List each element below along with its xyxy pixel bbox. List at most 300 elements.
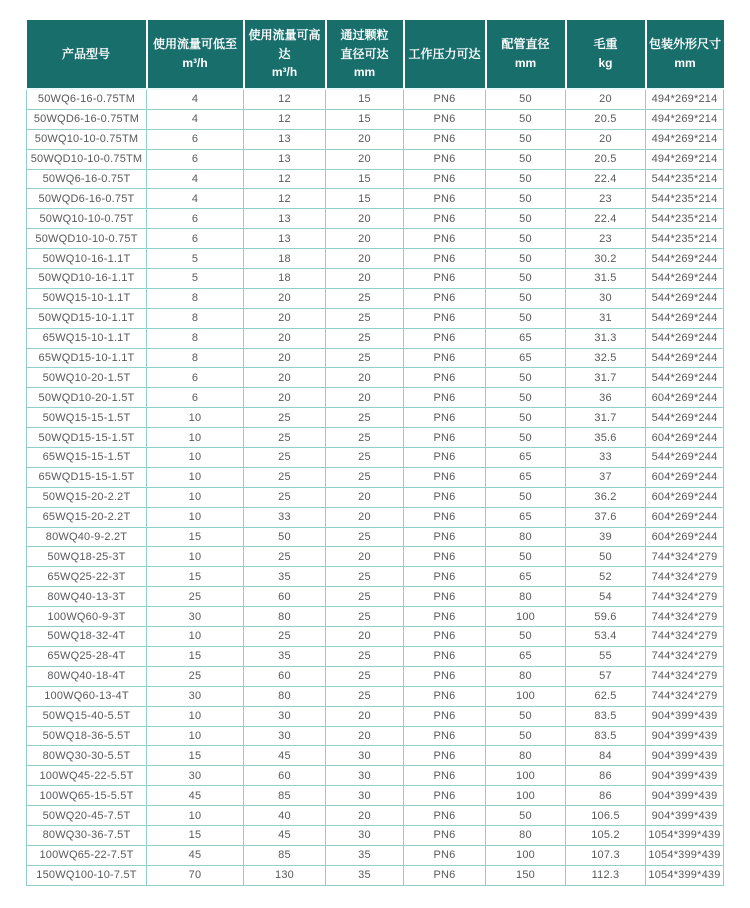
table-cell-work_pressure: PN6 [404, 249, 486, 269]
table-cell-gross_weight: 33 [566, 448, 646, 468]
table-cell-flow_max: 25 [244, 428, 326, 448]
table-cell-flow_min: 25 [147, 587, 244, 607]
table-cell-model: 65WQD15-15-1.5T [27, 467, 147, 487]
table-cell-model: 50WQD15-15-1.5T [27, 428, 147, 448]
table-cell-flow_max: 12 [244, 189, 326, 209]
table-row [27, 746, 724, 766]
table-cell-pipe_dia: 80 [486, 825, 566, 845]
table-cell-model: 65WQD15-10-1.1T [27, 348, 147, 368]
table-cell-work_pressure: PN6 [404, 269, 486, 289]
table-row [27, 209, 724, 229]
table-cell-flow_max: 30 [244, 726, 326, 746]
table-cell-work_pressure: PN6 [404, 368, 486, 388]
table-cell-pipe_dia: 65 [486, 467, 566, 487]
table-cell-pipe_dia: 50 [486, 209, 566, 229]
table-cell-flow_max: 60 [244, 666, 326, 686]
table-row [27, 388, 724, 408]
table-cell-flow_min: 10 [147, 507, 244, 527]
table-cell-gross_weight: 20 [566, 129, 646, 149]
table-cell-gross_weight: 106.5 [566, 806, 646, 826]
table-cell-flow_max: 35 [244, 646, 326, 666]
table-cell-package_size: 494*269*214 [646, 129, 724, 149]
table-row [27, 149, 724, 169]
table-cell-work_pressure: PN6 [404, 467, 486, 487]
table-cell-gross_weight: 22.4 [566, 209, 646, 229]
column-header-line: 配管直径 [501, 37, 550, 52]
table-cell-particle_dia: 20 [326, 149, 404, 169]
table-cell-package_size: 544*235*214 [646, 209, 724, 229]
table-cell-model: 50WQD15-10-1.1T [27, 308, 147, 328]
table-cell-work_pressure: PN6 [404, 189, 486, 209]
table-cell-flow_max: 20 [244, 288, 326, 308]
table-cell-package_size: 544*269*244 [646, 249, 724, 269]
table-row [27, 189, 724, 209]
table-cell-gross_weight: 31.3 [566, 328, 646, 348]
table-cell-flow_max: 12 [244, 169, 326, 189]
table-cell-flow_min: 10 [147, 487, 244, 507]
table-cell-flow_max: 25 [244, 627, 326, 647]
table-cell-package_size: 604*269*244 [646, 487, 724, 507]
table-row [27, 686, 724, 706]
table-cell-work_pressure: PN6 [404, 766, 486, 786]
table-cell-flow_max: 13 [244, 129, 326, 149]
table-cell-model: 80WQ30-36-7.5T [27, 825, 147, 845]
table-cell-pipe_dia: 50 [486, 249, 566, 269]
table-cell-flow_max: 18 [244, 269, 326, 289]
table-cell-package_size: 744*324*279 [646, 607, 724, 627]
table-cell-particle_dia: 25 [326, 686, 404, 706]
column-header-line: m³/h [182, 56, 208, 70]
table-cell-package_size: 544*269*244 [646, 348, 724, 368]
table-cell-model: 65WQ15-15-1.5T [27, 448, 147, 468]
table-cell-gross_weight: 86 [566, 786, 646, 806]
table-cell-flow_min: 10 [147, 627, 244, 647]
table-cell-gross_weight: 107.3 [566, 845, 646, 865]
table-cell-pipe_dia: 50 [486, 288, 566, 308]
table-cell-package_size: 544*269*244 [646, 288, 724, 308]
table-cell-particle_dia: 25 [326, 288, 404, 308]
table-cell-model: 50WQ10-10-0.75TM [27, 129, 147, 149]
table-cell-package_size: 904*399*439 [646, 726, 724, 746]
table-cell-particle_dia: 35 [326, 845, 404, 865]
table-cell-model: 50WQ6-16-0.75TM [27, 89, 147, 109]
table-cell-pipe_dia: 65 [486, 507, 566, 527]
table-cell-model: 100WQ60-9-3T [27, 607, 147, 627]
table-cell-flow_max: 60 [244, 766, 326, 786]
table-cell-flow_max: 13 [244, 229, 326, 249]
table-cell-particle_dia: 25 [326, 646, 404, 666]
table-cell-flow_max: 50 [244, 527, 326, 547]
table-cell-package_size: 604*269*244 [646, 507, 724, 527]
table-cell-work_pressure: PN6 [404, 129, 486, 149]
table-cell-work_pressure: PN6 [404, 587, 486, 607]
column-header-package_size [646, 20, 724, 89]
table-cell-work_pressure: PN6 [404, 229, 486, 249]
table-cell-package_size: 544*269*244 [646, 408, 724, 428]
table-cell-work_pressure: PN6 [404, 746, 486, 766]
table-cell-pipe_dia: 50 [486, 308, 566, 328]
table-row [27, 408, 724, 428]
column-header-line: 包装外形尺寸 [648, 37, 721, 52]
table-cell-model: 150WQ100-10-7.5T [27, 865, 147, 885]
table-cell-flow_min: 4 [147, 169, 244, 189]
table-row [27, 587, 724, 607]
table-cell-flow_min: 70 [147, 865, 244, 885]
table-cell-gross_weight: 53.4 [566, 627, 646, 647]
table-cell-pipe_dia: 65 [486, 328, 566, 348]
table-cell-flow_min: 6 [147, 368, 244, 388]
table-row [27, 448, 724, 468]
table-cell-pipe_dia: 100 [486, 845, 566, 865]
table-cell-particle_dia: 20 [326, 706, 404, 726]
column-header-line: 使用流量可高达 [248, 28, 321, 61]
column-header-line: 使用流量可低至 [152, 37, 237, 52]
column-header-flow_min [147, 20, 244, 89]
column-header-gross_weight [566, 20, 646, 89]
table-cell-work_pressure: PN6 [404, 507, 486, 527]
table-cell-flow_min: 30 [147, 686, 244, 706]
table-cell-flow_max: 25 [244, 408, 326, 428]
table-cell-package_size: 544*269*244 [646, 368, 724, 388]
table-cell-flow_max: 25 [244, 547, 326, 567]
table-cell-work_pressure: PN6 [404, 388, 486, 408]
table-cell-gross_weight: 62.5 [566, 686, 646, 706]
table-cell-pipe_dia: 80 [486, 587, 566, 607]
table-cell-pipe_dia: 50 [486, 149, 566, 169]
table-cell-flow_max: 13 [244, 209, 326, 229]
table-cell-work_pressure: PN6 [404, 527, 486, 547]
table-cell-work_pressure: PN6 [404, 666, 486, 686]
table-cell-flow_min: 15 [147, 646, 244, 666]
table-cell-pipe_dia: 80 [486, 666, 566, 686]
table-cell-particle_dia: 15 [326, 189, 404, 209]
table-cell-model: 65WQ15-10-1.1T [27, 328, 147, 348]
table-cell-work_pressure: PN6 [404, 149, 486, 169]
table-cell-package_size: 544*235*214 [646, 229, 724, 249]
table-cell-gross_weight: 35.6 [566, 428, 646, 448]
product-spec-table-wrap [26, 20, 724, 886]
table-cell-package_size: 744*324*279 [646, 587, 724, 607]
table-cell-particle_dia: 30 [326, 786, 404, 806]
table-cell-particle_dia: 15 [326, 89, 404, 109]
table-row [27, 726, 724, 746]
table-cell-pipe_dia: 100 [486, 686, 566, 706]
table-cell-particle_dia: 20 [326, 269, 404, 289]
table-cell-flow_min: 15 [147, 567, 244, 587]
table-cell-particle_dia: 20 [326, 507, 404, 527]
table-cell-pipe_dia: 100 [486, 786, 566, 806]
table-cell-particle_dia: 20 [326, 388, 404, 408]
table-row [27, 89, 724, 109]
table-cell-particle_dia: 20 [326, 368, 404, 388]
table-cell-flow_max: 45 [244, 746, 326, 766]
table-cell-particle_dia: 25 [326, 408, 404, 428]
table-cell-flow_min: 4 [147, 109, 244, 129]
table-cell-model: 50WQ18-25-3T [27, 547, 147, 567]
table-cell-flow_min: 45 [147, 845, 244, 865]
table-cell-gross_weight: 36.2 [566, 487, 646, 507]
table-cell-model: 50WQ15-20-2.2T [27, 487, 147, 507]
table-row [27, 865, 724, 885]
table-row [27, 666, 724, 686]
table-cell-particle_dia: 20 [326, 229, 404, 249]
table-row [27, 487, 724, 507]
table-cell-flow_max: 45 [244, 825, 326, 845]
table-cell-pipe_dia: 65 [486, 567, 566, 587]
table-cell-pipe_dia: 50 [486, 388, 566, 408]
table-cell-flow_min: 6 [147, 229, 244, 249]
table-row [27, 627, 724, 647]
table-cell-work_pressure: PN6 [404, 169, 486, 189]
table-cell-flow_max: 30 [244, 706, 326, 726]
table-cell-particle_dia: 20 [326, 627, 404, 647]
column-header-particle_dia [326, 20, 404, 89]
table-cell-particle_dia: 20 [326, 487, 404, 507]
table-cell-flow_max: 20 [244, 368, 326, 388]
table-cell-package_size: 604*269*244 [646, 467, 724, 487]
table-cell-flow_min: 5 [147, 269, 244, 289]
table-cell-model: 50WQD10-16-1.1T [27, 269, 147, 289]
table-row [27, 169, 724, 189]
table-cell-particle_dia: 25 [326, 348, 404, 368]
table-cell-work_pressure: PN6 [404, 706, 486, 726]
table-cell-package_size: 544*269*244 [646, 269, 724, 289]
table-cell-pipe_dia: 50 [486, 487, 566, 507]
product-spec-table [26, 20, 724, 886]
table-cell-flow_min: 10 [147, 448, 244, 468]
table-row [27, 129, 724, 149]
table-cell-work_pressure: PN6 [404, 786, 486, 806]
table-cell-gross_weight: 20.5 [566, 149, 646, 169]
table-cell-model: 80WQ40-18-4T [27, 666, 147, 686]
table-cell-package_size: 1054*399*439 [646, 865, 724, 885]
table-cell-flow_min: 10 [147, 726, 244, 746]
table-cell-particle_dia: 20 [326, 547, 404, 567]
table-cell-flow_min: 15 [147, 746, 244, 766]
table-cell-model: 65WQ25-28-4T [27, 646, 147, 666]
table-cell-particle_dia: 15 [326, 109, 404, 129]
table-cell-gross_weight: 31 [566, 308, 646, 328]
column-header-line: 产品型号 [61, 46, 110, 61]
table-cell-model: 50WQ18-32-4T [27, 627, 147, 647]
table-cell-gross_weight: 50 [566, 547, 646, 567]
table-cell-flow_min: 5 [147, 249, 244, 269]
table-cell-flow_min: 10 [147, 467, 244, 487]
table-cell-pipe_dia: 100 [486, 766, 566, 786]
table-cell-package_size: 544*269*244 [646, 448, 724, 468]
table-row [27, 368, 724, 388]
table-cell-pipe_dia: 50 [486, 368, 566, 388]
table-cell-model: 100WQ60-13-4T [27, 686, 147, 706]
table-cell-model: 65WQ15-20-2.2T [27, 507, 147, 527]
table-row [27, 547, 724, 567]
table-cell-pipe_dia: 50 [486, 269, 566, 289]
table-cell-particle_dia: 25 [326, 467, 404, 487]
table-cell-gross_weight: 31.5 [566, 269, 646, 289]
table-cell-pipe_dia: 50 [486, 706, 566, 726]
table-cell-model: 80WQ40-13-3T [27, 587, 147, 607]
table-cell-flow_min: 30 [147, 607, 244, 627]
table-cell-gross_weight: 31.7 [566, 368, 646, 388]
table-cell-particle_dia: 25 [326, 527, 404, 547]
table-row [27, 766, 724, 786]
table-cell-gross_weight: 30 [566, 288, 646, 308]
table-cell-flow_max: 33 [244, 507, 326, 527]
table-cell-pipe_dia: 50 [486, 89, 566, 109]
table-cell-model: 50WQD6-16-0.75TM [27, 109, 147, 129]
table-cell-particle_dia: 30 [326, 746, 404, 766]
table-row [27, 308, 724, 328]
column-header-line: m³/h [271, 65, 298, 80]
table-cell-work_pressure: PN6 [404, 89, 486, 109]
table-cell-flow_min: 8 [147, 328, 244, 348]
column-header-pipe_dia [486, 20, 566, 89]
table-cell-work_pressure: PN6 [404, 408, 486, 428]
table-cell-package_size: 744*324*279 [646, 686, 724, 706]
table-cell-particle_dia: 20 [326, 249, 404, 269]
table-cell-particle_dia: 35 [326, 865, 404, 885]
table-cell-gross_weight: 32.5 [566, 348, 646, 368]
table-cell-gross_weight: 30.2 [566, 249, 646, 269]
table-cell-gross_weight: 23 [566, 189, 646, 209]
table-cell-flow_min: 8 [147, 348, 244, 368]
table-cell-model: 50WQ10-10-0.75T [27, 209, 147, 229]
table-cell-gross_weight: 36 [566, 388, 646, 408]
table-cell-package_size: 494*269*214 [646, 89, 724, 109]
table-cell-package_size: 544*269*244 [646, 308, 724, 328]
table-cell-model: 100WQ65-15-5.5T [27, 786, 147, 806]
table-cell-flow_max: 80 [244, 686, 326, 706]
table-cell-package_size: 544*269*244 [646, 328, 724, 348]
table-cell-package_size: 604*269*244 [646, 527, 724, 547]
table-body [27, 89, 724, 885]
table-cell-model: 80WQ40-9-2.2T [27, 527, 147, 547]
table-cell-gross_weight: 54 [566, 587, 646, 607]
table-cell-flow_max: 85 [244, 845, 326, 865]
table-cell-work_pressure: PN6 [404, 806, 486, 826]
table-cell-flow_min: 10 [147, 806, 244, 826]
table-row [27, 527, 724, 547]
table-cell-work_pressure: PN6 [404, 348, 486, 368]
table-cell-pipe_dia: 80 [486, 527, 566, 547]
column-header-line: mm [353, 65, 376, 80]
table-cell-gross_weight: 105.2 [566, 825, 646, 845]
table-row [27, 507, 724, 527]
table-cell-work_pressure: PN6 [404, 567, 486, 587]
table-cell-flow_min: 15 [147, 527, 244, 547]
table-cell-particle_dia: 30 [326, 825, 404, 845]
table-cell-gross_weight: 57 [566, 666, 646, 686]
table-cell-pipe_dia: 50 [486, 229, 566, 249]
column-header-line: mm [674, 56, 696, 70]
table-cell-package_size: 604*269*244 [646, 428, 724, 448]
table-cell-pipe_dia: 50 [486, 428, 566, 448]
table-cell-package_size: 544*235*214 [646, 189, 724, 209]
table-row [27, 249, 724, 269]
table-cell-gross_weight: 20 [566, 89, 646, 109]
table-cell-pipe_dia: 50 [486, 547, 566, 567]
table-row [27, 845, 724, 865]
table-cell-flow_min: 30 [147, 766, 244, 786]
table-cell-pipe_dia: 50 [486, 129, 566, 149]
table-cell-work_pressure: PN6 [404, 109, 486, 129]
table-cell-flow_min: 8 [147, 288, 244, 308]
table-cell-pipe_dia: 65 [486, 348, 566, 368]
table-cell-gross_weight: 83.5 [566, 706, 646, 726]
column-header-line: 直径可达 [340, 46, 389, 61]
table-cell-flow_min: 4 [147, 189, 244, 209]
table-cell-gross_weight: 39 [566, 527, 646, 547]
table-cell-package_size: 1054*399*439 [646, 845, 724, 865]
table-row [27, 269, 724, 289]
table-cell-flow_min: 15 [147, 825, 244, 845]
table-cell-flow_max: 12 [244, 89, 326, 109]
table-cell-gross_weight: 31.7 [566, 408, 646, 428]
table-cell-flow_max: 20 [244, 388, 326, 408]
table-cell-flow_max: 85 [244, 786, 326, 806]
table-cell-work_pressure: PN6 [404, 328, 486, 348]
table-cell-particle_dia: 25 [326, 328, 404, 348]
table-cell-particle_dia: 20 [326, 129, 404, 149]
table-cell-work_pressure: PN6 [404, 646, 486, 666]
table-cell-pipe_dia: 50 [486, 169, 566, 189]
table-cell-flow_min: 10 [147, 408, 244, 428]
table-cell-package_size: 1054*399*439 [646, 825, 724, 845]
table-cell-flow_max: 40 [244, 806, 326, 826]
table-cell-flow_min: 8 [147, 308, 244, 328]
table-cell-model: 100WQ65-22-7.5T [27, 845, 147, 865]
table-cell-gross_weight: 84 [566, 746, 646, 766]
table-cell-flow_max: 80 [244, 607, 326, 627]
table-cell-particle_dia: 25 [326, 666, 404, 686]
column-header-line: mm [514, 56, 537, 70]
table-cell-gross_weight: 37.6 [566, 507, 646, 527]
table-cell-gross_weight: 20.5 [566, 109, 646, 129]
table-cell-package_size: 544*235*214 [646, 169, 724, 189]
table-cell-work_pressure: PN6 [404, 448, 486, 468]
table-cell-flow_min: 6 [147, 388, 244, 408]
table-cell-particle_dia: 30 [326, 766, 404, 786]
table-cell-work_pressure: PN6 [404, 607, 486, 627]
table-cell-model: 50WQ10-16-1.1T [27, 249, 147, 269]
table-row [27, 646, 724, 666]
table-cell-package_size: 904*399*439 [646, 786, 724, 806]
column-header-flow_max [244, 20, 326, 89]
table-row [27, 348, 724, 368]
table-cell-package_size: 904*399*439 [646, 746, 724, 766]
column-header-model [27, 20, 147, 89]
table-cell-flow_min: 25 [147, 666, 244, 686]
table-cell-work_pressure: PN6 [404, 308, 486, 328]
table-row [27, 428, 724, 448]
table-cell-particle_dia: 25 [326, 448, 404, 468]
table-cell-gross_weight: 23 [566, 229, 646, 249]
table-cell-pipe_dia: 150 [486, 865, 566, 885]
table-cell-work_pressure: PN6 [404, 825, 486, 845]
table-cell-flow_max: 35 [244, 567, 326, 587]
table-cell-work_pressure: PN6 [404, 547, 486, 567]
table-cell-flow_min: 10 [147, 428, 244, 448]
table-cell-pipe_dia: 65 [486, 448, 566, 468]
table-row [27, 109, 724, 129]
table-cell-gross_weight: 37 [566, 467, 646, 487]
table-cell-pipe_dia: 80 [486, 746, 566, 766]
table-cell-work_pressure: PN6 [404, 487, 486, 507]
table-cell-flow_min: 10 [147, 547, 244, 567]
table-cell-model: 50WQ6-16-0.75T [27, 169, 147, 189]
table-row [27, 288, 724, 308]
table-cell-particle_dia: 25 [326, 607, 404, 627]
